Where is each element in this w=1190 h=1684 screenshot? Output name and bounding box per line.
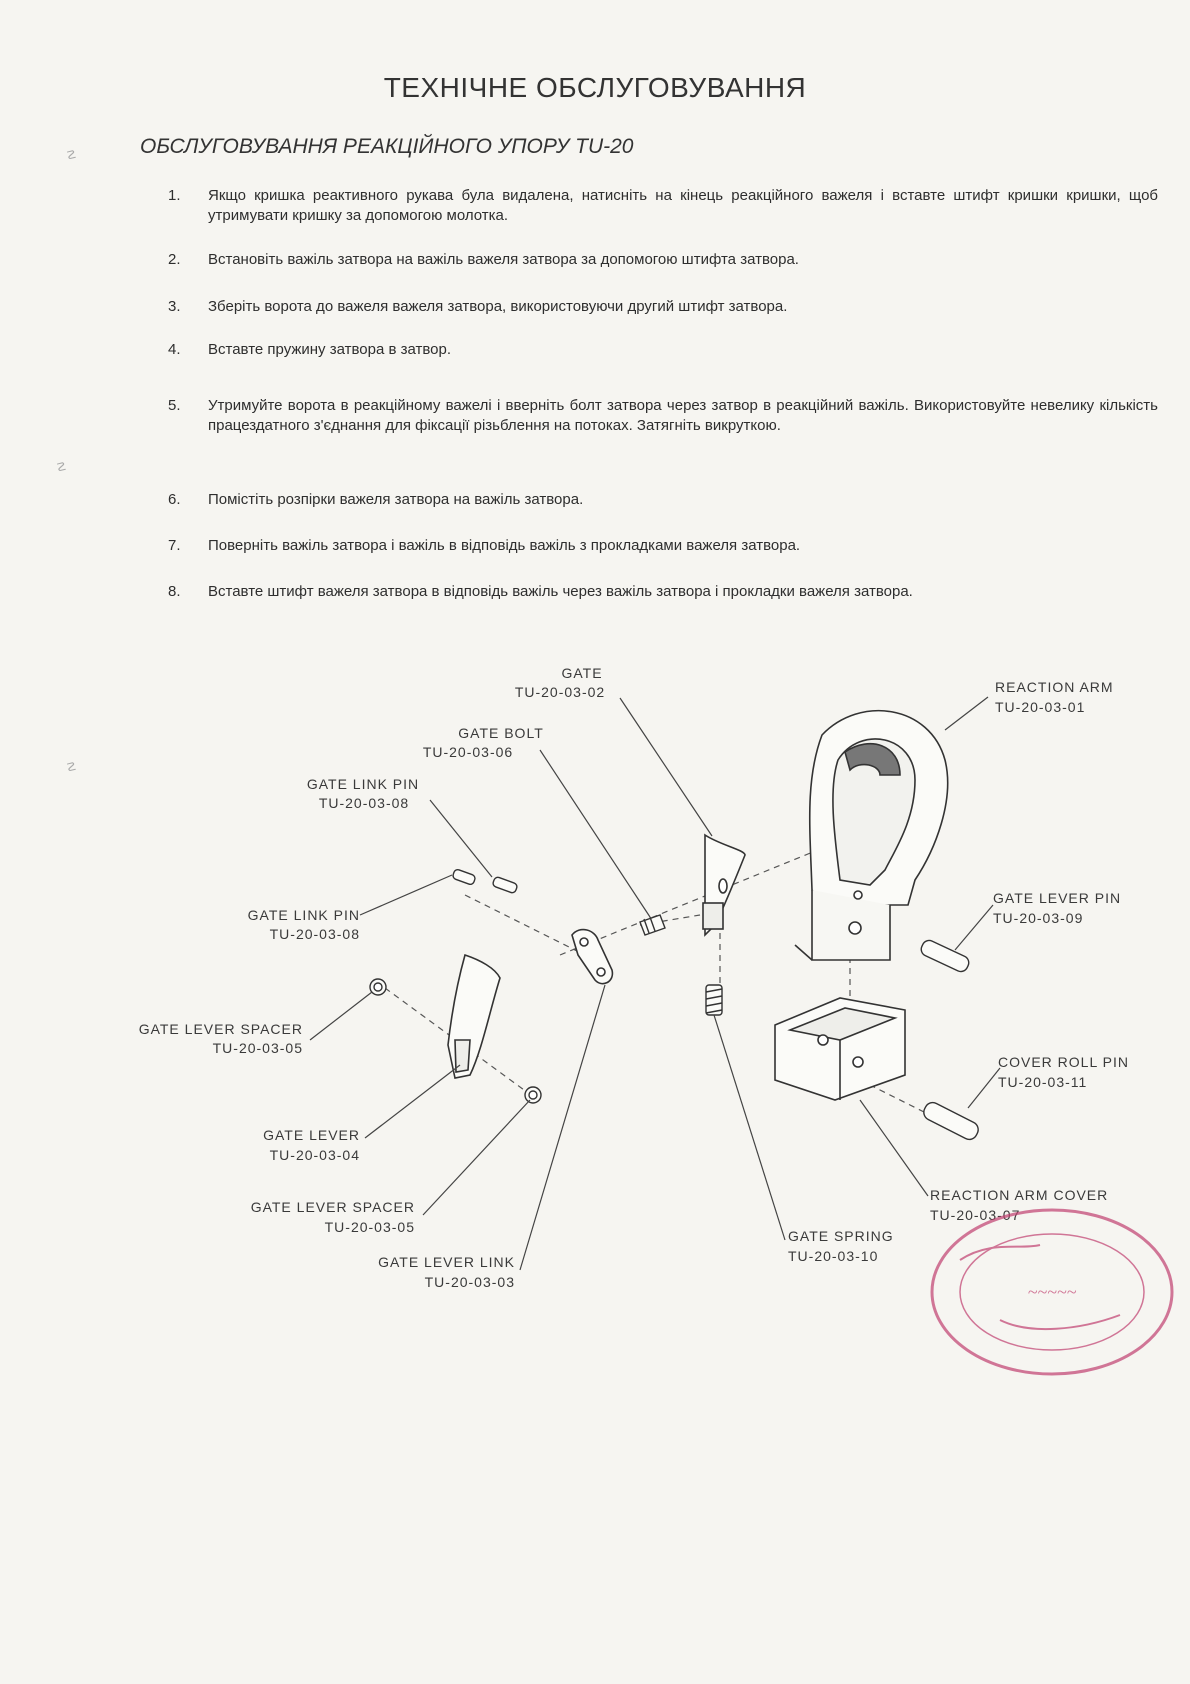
- step-number: 5.: [168, 397, 181, 414]
- gate-spring-part: [706, 985, 722, 1015]
- callout-reaction-arm-cover-name: REACTION ARM COVER: [930, 1187, 1109, 1203]
- gate-lever-pin-part: [919, 938, 971, 974]
- cover-roll-pin-part: [921, 1100, 981, 1142]
- callout-gate-spring-name: GATE SPRING: [788, 1228, 894, 1244]
- step-text: Поверніть важіль затвора і важіль в відповідь важіль з прокладками важеля затвора.: [208, 537, 801, 554]
- page-title: ТЕХНІЧНЕ ОБСЛУГОВУВАННЯ: [383, 72, 807, 103]
- callout-gate-name: GATE: [561, 665, 603, 681]
- callout-gate-link-pin-code: TU-20-03-08: [318, 795, 410, 811]
- step-text: Якщо кришка реактивного рукава була видалена, натисніть на кінець реакційного важеля і вставте штифт кришки кришки, щоб утримувати кришку за допомогою молотка.: [208, 187, 1158, 224]
- callout-labels: [139, 665, 1129, 1290]
- callout-reaction-arm-code: TU-20-03-01: [995, 699, 1086, 715]
- step-number: 4.: [168, 341, 181, 358]
- step-number: 2.: [168, 251, 181, 268]
- step-number: 3.: [168, 298, 181, 315]
- callout-gate-lever-link-code: TU-20-03-03: [424, 1274, 515, 1290]
- callout-reaction-arm-name: REACTION ARM: [995, 679, 1114, 695]
- step-text: Помістіть розпірки важеля затвора на важіль затвора.: [208, 491, 584, 508]
- step-text: Утримуйте ворота в реакційному важелі і вверніть болт затвора через затвор в реакційний важіль. Використовуйте невелику кількість працездатного з'єднання для фіксації різьблення на потоках. Затягніть викруткою.: [208, 397, 1158, 434]
- callout-gate-spring-code: TU-20-03-10: [788, 1248, 879, 1264]
- callout-cover-roll-pin-name: COVER ROLL PIN: [998, 1054, 1129, 1070]
- callout-gate-lever-spacer-name: GATE LEVER SPACER: [138, 1021, 303, 1037]
- step-text: Зберіть ворота до важеля важеля затвора, використовуючи другий штифт затвора.: [208, 298, 788, 315]
- step-text: Вставте пружину затвора в затвор.: [208, 341, 452, 358]
- step-number: 7.: [168, 537, 181, 554]
- margin-mark: ☡: [56, 460, 67, 474]
- callout-gate-lever-pin-code: TU-20-03-09: [993, 910, 1084, 926]
- step-text: Вставте штифт важеля затвора в відповідь важіль через важіль затвора і прокладки важеля затвора.: [208, 583, 913, 600]
- callout-cover-roll-pin-code: TU-20-03-11: [998, 1074, 1088, 1090]
- gate-link-pin-part: [452, 869, 476, 886]
- step-number: 1.: [168, 187, 181, 204]
- step-text: Встановіть важіль затвора на важіль важеля затвора за допомогою штифта затвора.: [208, 251, 799, 268]
- callout-gate-lever-spacer-bottom-name: GATE LEVER SPACER: [250, 1199, 415, 1215]
- callout-gate-lever-name: GATE LEVER: [263, 1127, 360, 1143]
- step-number: 8.: [168, 583, 181, 600]
- callout-gate-lever-spacer-bottom-code: TU-20-03-05: [324, 1219, 415, 1235]
- reaction-arm-cover-part: [775, 998, 905, 1100]
- callout-gate-link-pin-name: GATE LINK PIN: [306, 776, 420, 792]
- gate-link-pin-part: [492, 876, 518, 894]
- callout-gate-link-pin-left-code: TU-20-03-08: [269, 926, 360, 942]
- gate-lever-part: [448, 955, 500, 1078]
- margin-mark: ☡: [66, 148, 77, 162]
- gate-part: [703, 835, 745, 935]
- reaction-arm-part: [795, 711, 948, 960]
- callout-gate-lever-spacer-code: TU-20-03-05: [212, 1040, 303, 1056]
- callout-gate-bolt-code: TU-20-03-06: [422, 744, 514, 760]
- section-title: ОБСЛУГОВУВАННЯ РЕАКЦІЙНОГО УПОРУ TU-20: [140, 135, 634, 158]
- callout-gate-bolt-name: GATE BOLT: [458, 725, 544, 741]
- callout-gate-lever-code: TU-20-03-04: [269, 1147, 360, 1163]
- callout-gate-code: TU-20-03-02: [514, 684, 606, 700]
- gate-bolt-part: [640, 915, 665, 935]
- gate-lever-link-part: [572, 930, 612, 984]
- margin-mark: ☡: [66, 760, 77, 774]
- callout-gate-lever-link-name: GATE LEVER LINK: [378, 1254, 515, 1270]
- callout-gate-link-pin-left-name: GATE LINK PIN: [247, 907, 360, 923]
- stamp-seal: [932, 1210, 1172, 1374]
- step-number: 6.: [168, 491, 181, 508]
- svg-text:~~~~~: ~~~~~: [1027, 1282, 1077, 1302]
- callout-gate-lever-pin-name: GATE LEVER PIN: [993, 890, 1122, 906]
- callout-reaction-arm-cover-code: TU-20-03-07: [930, 1207, 1021, 1223]
